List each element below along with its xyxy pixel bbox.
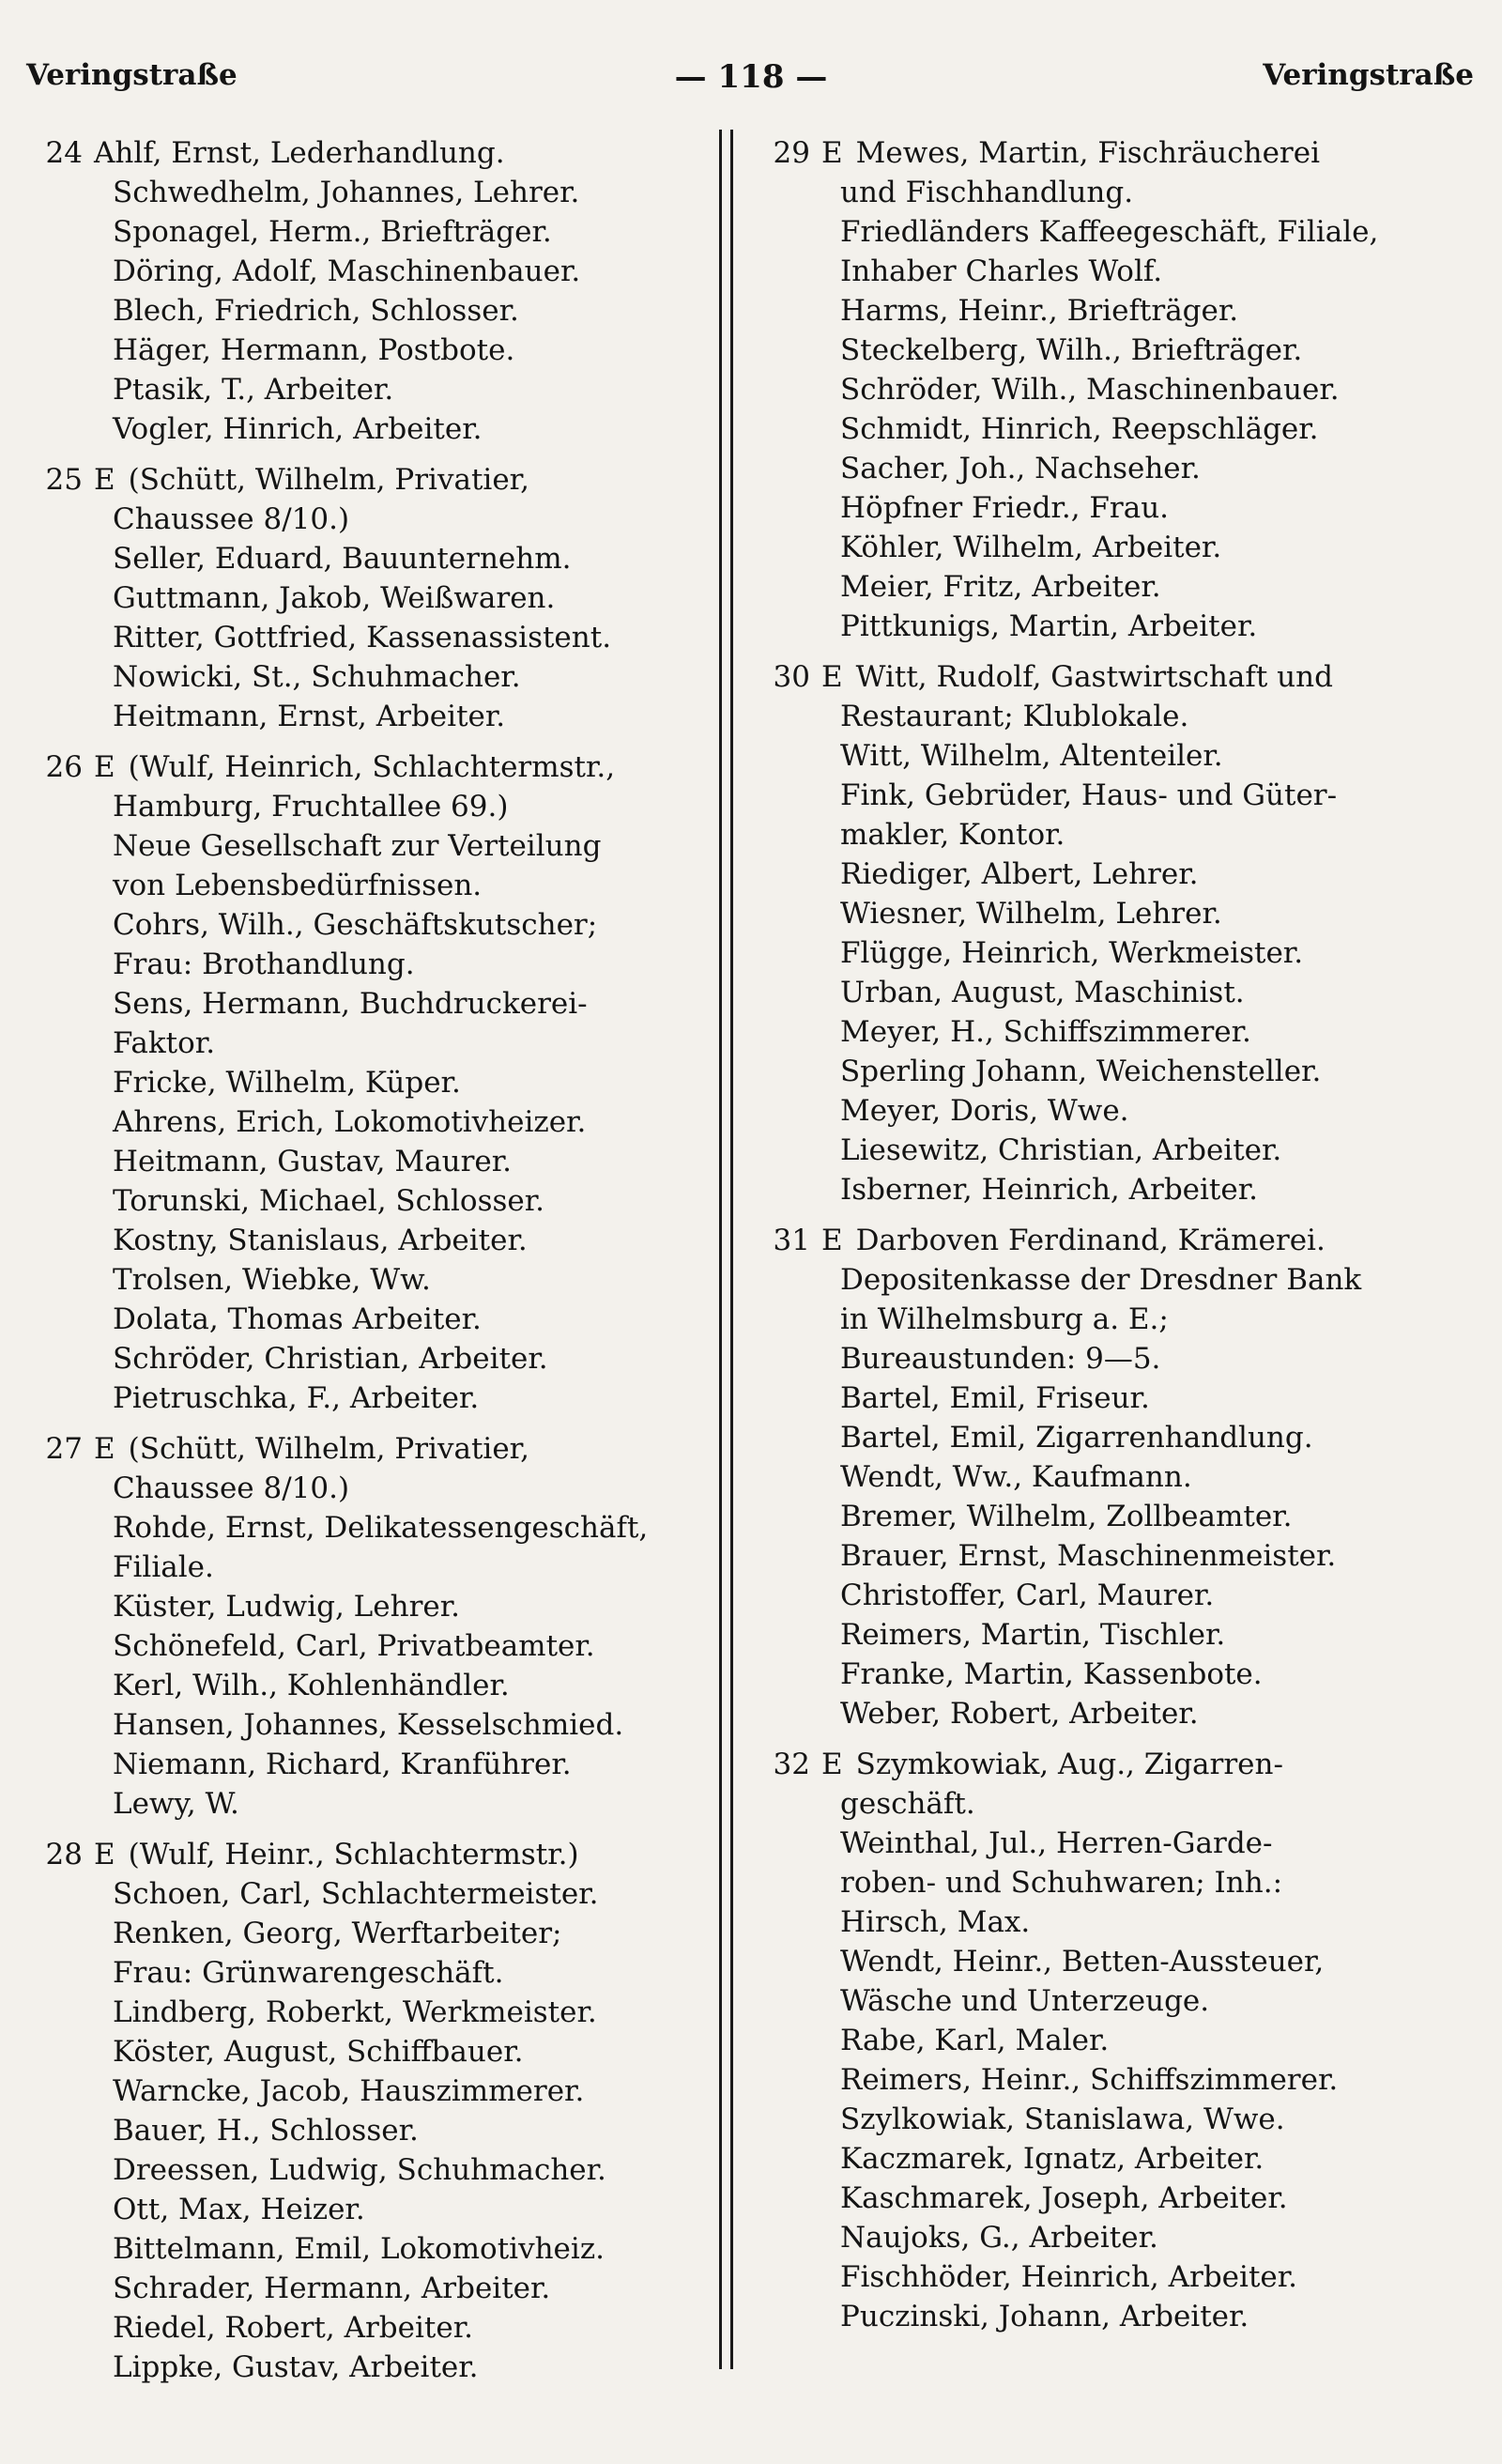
entry-text: (Wulf, Heinrich, Schlachtermstr., (128, 750, 616, 784)
entry-text: Riedel, Robert, Arbeiter. (113, 2311, 473, 2345)
resident-line (765, 855, 1479, 894)
entry-text: Ahlf, Ernst, Lederhandlung. (94, 136, 505, 170)
entry-text: makler, Kontor. (840, 818, 1065, 852)
resident-line (765, 815, 1479, 855)
resident-line (38, 1378, 713, 1418)
resident-line (765, 1497, 1479, 1536)
entry-text: Höpfner Friedr., Frau. (840, 491, 1170, 525)
resident-line (38, 945, 713, 984)
house-number: 29 (773, 136, 810, 170)
entry-text: Weber, Robert, Arbeiter. (840, 1697, 1199, 1731)
resident-line (38, 1300, 713, 1339)
resident-line (38, 1339, 713, 1378)
entry-text: Restaurant; Klublokale. (840, 700, 1189, 733)
resident-line (765, 1981, 1479, 2021)
entry-text: Weinthal, Jul., Herren-Garde- (840, 1826, 1273, 1860)
house-first-line (765, 657, 1479, 697)
entry-text: Friedländers Kaffeegeschäft, Filiale, (840, 215, 1379, 249)
entry-text: Depositenkasse der Dresdner Bank (840, 1263, 1362, 1297)
entry-text: Blech, Friedrich, Schlosser. (113, 294, 519, 328)
ownership-tag: E (94, 463, 115, 497)
entry-text: Steckelberg, Wilh., Briefträger. (840, 333, 1303, 367)
entry-text: Frau: Brothandlung. (113, 947, 415, 981)
resident-line (38, 618, 713, 657)
entry-text: Schrader, Hermann, Arbeiter. (113, 2272, 551, 2305)
entry-text: Lewy, W. (113, 1787, 239, 1821)
ownership-tag: E (94, 1838, 115, 1871)
entry-text: Torunski, Michael, Schlosser. (113, 1184, 545, 1218)
resident-line (38, 500, 713, 539)
entry-text: Köster, August, Schiffbauer. (113, 2035, 524, 2069)
entry-text: Meyer, H., Schiffszimmerer. (840, 1015, 1251, 1049)
resident-line (38, 2150, 713, 2190)
resident-line (38, 1102, 713, 1142)
entry-text: Sens, Hermann, Buchdruckerei- (113, 987, 588, 1021)
running-head-left: Veringstraße (26, 58, 238, 92)
entry-text: Seller, Eduard, Bauunternehm. (113, 542, 572, 576)
page-header (0, 58, 1502, 105)
entry-text: Reimers, Martin, Tischler. (840, 1618, 1226, 1652)
resident-line (38, 2269, 713, 2308)
right-column (765, 133, 1479, 2348)
resident-line (765, 567, 1479, 607)
resident-line (38, 539, 713, 578)
house-number: 32 (773, 1748, 810, 1781)
resident-line (765, 212, 1479, 252)
resident-line (765, 1418, 1479, 1457)
entry-text: (Wulf, Heinr., Schlachtermstr.) (128, 1838, 579, 1871)
column-divider (730, 130, 733, 2369)
resident-line (38, 1874, 713, 1914)
resident-line (765, 2257, 1479, 2297)
resident-line (765, 1457, 1479, 1497)
ownership-tag: E (821, 1748, 843, 1781)
resident-line (765, 528, 1479, 567)
resident-line (38, 2190, 713, 2229)
resident-line (38, 1626, 713, 1666)
entry-text: Witt, Rudolf, Gastwirtschaft und (855, 660, 1333, 694)
entry-text: geschäft. (840, 1787, 975, 1821)
entry-text: roben- und Schuhwaren; Inh.: (840, 1866, 1283, 1900)
resident-line (765, 370, 1479, 409)
entry-text: Warncke, Jacob, Hauszimmerer. (113, 2074, 585, 2108)
entry-text: Rabe, Karl, Maler. (840, 2024, 1110, 2057)
entry-text: Cohrs, Wilh., Geschäftskutscher; (113, 908, 598, 942)
entry-text: Puczinski, Johann, Arbeiter. (840, 2300, 1249, 2333)
entry-text: Fischhöder, Heinrich, Arbeiter. (840, 2260, 1298, 2294)
resident-line (38, 2348, 713, 2387)
entry-text: Trolsen, Wiebke, Ww. (113, 1263, 431, 1297)
entry-text: Döring, Adolf, Maschinenbauer. (113, 254, 581, 288)
entry-text: Pittkunigs, Martin, Arbeiter. (840, 609, 1258, 643)
resident-line (765, 1902, 1479, 1942)
entry-text: von Lebensbedürfnissen. (113, 869, 483, 902)
resident-line (765, 488, 1479, 528)
resident-line (765, 1378, 1479, 1418)
house-entry (38, 460, 713, 736)
resident-line (38, 331, 713, 370)
resident-line (765, 252, 1479, 291)
entry-text: Szylkowiak, Stanislawa, Wwe. (840, 2102, 1285, 2136)
entry-text: Szymkowiak, Aug., Zigarren- (855, 1748, 1283, 1781)
entry-text: Kaczmarek, Ignatz, Arbeiter. (840, 2142, 1264, 2176)
entry-text: Pietruschka, F., Arbeiter. (113, 1381, 480, 1415)
entry-text: Liesewitz, Christian, Arbeiter. (840, 1133, 1282, 1167)
resident-line (38, 370, 713, 409)
resident-line (38, 866, 713, 905)
resident-line (38, 2308, 713, 2348)
entry-text: Ritter, Gottfried, Kassenassistent. (113, 621, 612, 654)
resident-line (765, 1694, 1479, 1733)
ownership-tag: E (821, 660, 843, 694)
house-first-line (38, 1429, 713, 1469)
entry-text: Hansen, Johannes, Kesselschmied. (113, 1708, 624, 1742)
resident-line (765, 1784, 1479, 1824)
house-entry (38, 1429, 713, 1824)
resident-line (38, 1260, 713, 1300)
resident-line (38, 1784, 713, 1824)
entry-text: Filiale. (113, 1550, 214, 1584)
house-number: 26 (45, 750, 83, 784)
entry-text: Riediger, Albert, Lehrer. (840, 857, 1199, 891)
resident-line (765, 1863, 1479, 1902)
resident-line (765, 1655, 1479, 1694)
entry-text: Wäsche und Unterzeuge. (840, 1984, 1210, 2018)
resident-line (765, 894, 1479, 933)
entry-text: Harms, Heinr., Briefträger. (840, 294, 1239, 328)
resident-line (765, 607, 1479, 646)
entry-text: Kerl, Wilh., Kohlenhändler. (113, 1669, 510, 1702)
entry-text: Kaschmarek, Joseph, Arbeiter. (840, 2181, 1288, 2215)
resident-line (38, 2071, 713, 2111)
resident-line (38, 252, 713, 291)
house-first-line (765, 1221, 1479, 1260)
entry-text: Bremer, Wilhelm, Zollbeamter. (840, 1500, 1293, 1533)
ownership-tag: E (94, 750, 115, 784)
resident-line (765, 1052, 1479, 1091)
entry-text: (Schütt, Wilhelm, Privatier, (128, 463, 529, 497)
resident-line (38, 578, 713, 618)
entry-text: Ott, Max, Heizer. (113, 2193, 365, 2226)
house-entry (765, 1745, 1479, 2336)
resident-line (765, 1942, 1479, 1981)
house-entry (765, 1221, 1479, 1733)
entry-text: Sperling Johann, Weichensteller. (840, 1055, 1322, 1088)
resident-line (765, 1012, 1479, 1052)
entry-text: Häger, Hermann, Postbote. (113, 333, 515, 367)
entry-text: Vogler, Hinrich, Arbeiter. (113, 412, 483, 446)
resident-line (765, 449, 1479, 488)
entry-text: Sacher, Joh., Nachseher. (840, 452, 1201, 485)
entry-text: Dolata, Thomas Arbeiter. (113, 1302, 482, 1336)
resident-line (38, 905, 713, 945)
resident-line (38, 787, 713, 826)
entry-text: Inhaber Charles Wolf. (840, 254, 1163, 288)
entry-text: Brauer, Ernst, Maschinenmeister. (840, 1539, 1337, 1573)
entry-text: Fricke, Wilhelm, Küper. (113, 1066, 461, 1100)
house-number: 25 (45, 463, 83, 497)
resident-line (38, 826, 713, 866)
entry-text: Kostny, Stanislaus, Arbeiter. (113, 1224, 528, 1257)
running-head-right: Veringstraße (1263, 58, 1474, 92)
entry-text: Schönefeld, Carl, Privatbeamter. (113, 1629, 595, 1663)
resident-line (38, 1548, 713, 1587)
resident-line (765, 1536, 1479, 1576)
house-entry (38, 1835, 713, 2387)
resident-line (765, 2060, 1479, 2100)
resident-line (38, 1024, 713, 1063)
resident-line (38, 1666, 713, 1705)
entry-text: Schwedhelm, Johannes, Lehrer. (113, 176, 580, 209)
resident-line (765, 933, 1479, 973)
entry-text: Bauer, H., Schlosser. (113, 2114, 419, 2148)
resident-line (38, 212, 713, 252)
resident-line (765, 1339, 1479, 1378)
house-number: 31 (773, 1224, 810, 1257)
resident-line (38, 2032, 713, 2071)
entry-text: Ahrens, Erich, Lokomotivheizer. (113, 1105, 587, 1139)
house-first-line (38, 747, 713, 787)
entry-text: Nowicki, St., Schuhmacher. (113, 660, 521, 694)
entry-text: Hamburg, Fruchtallee 69.) (113, 790, 509, 824)
house-entry (38, 133, 713, 449)
resident-line (765, 1260, 1479, 1300)
house-number: 30 (773, 660, 810, 694)
resident-line (38, 1181, 713, 1221)
house-first-line (38, 460, 713, 500)
resident-line (38, 291, 713, 331)
entry-text: Bartel, Emil, Zigarrenhandlung. (840, 1421, 1313, 1455)
resident-line (765, 973, 1479, 1012)
resident-line (765, 1824, 1479, 1863)
resident-line (38, 657, 713, 697)
resident-line (765, 697, 1479, 736)
resident-line (765, 2021, 1479, 2060)
house-number: 24 (45, 136, 83, 170)
resident-line (38, 1508, 713, 1548)
entry-text: Schmidt, Hinrich, Reepschläger. (840, 412, 1319, 446)
resident-line (38, 1221, 713, 1260)
resident-line (38, 984, 713, 1024)
house-entry (765, 133, 1479, 646)
entry-text: Schröder, Wilh., Maschinenbauer. (840, 373, 1340, 407)
house-entry (38, 747, 713, 1418)
resident-line (765, 1091, 1479, 1131)
entry-text: Urban, August, Maschinist. (840, 976, 1245, 1009)
resident-line (38, 1914, 713, 1953)
entry-text: Wiesner, Wilhelm, Lehrer. (840, 897, 1222, 931)
resident-line (765, 2100, 1479, 2139)
entry-text: Heitmann, Gustav, Maurer. (113, 1145, 513, 1178)
left-column (38, 133, 713, 2398)
entry-text: Heitmann, Ernst, Arbeiter. (113, 700, 506, 733)
entry-text: Neue Gesellschaft zur Verteilung (113, 829, 602, 863)
entry-text: Wendt, Heinr., Betten-Aussteuer, (840, 1945, 1325, 1979)
entry-text: Niemann, Richard, Kranführer. (113, 1748, 572, 1781)
entry-text: Lippke, Gustav, Arbeiter. (113, 2350, 479, 2384)
entry-text: Faktor. (113, 1026, 216, 1060)
house-number: 27 (45, 1432, 83, 1466)
house-number: 28 (45, 1838, 83, 1871)
entry-text: Renken, Georg, Werftarbeiter; (113, 1917, 562, 1950)
resident-line (38, 2229, 713, 2269)
resident-line (765, 1615, 1479, 1655)
house-first-line (765, 1745, 1479, 1784)
entry-text: Chaussee 8/10.) (113, 502, 350, 536)
resident-line (38, 409, 713, 449)
resident-line (38, 1705, 713, 1745)
entry-text: Wendt, Ww., Kaufmann. (840, 1460, 1192, 1494)
resident-line (38, 697, 713, 736)
entry-text: Sponagel, Herm., Briefträger. (113, 215, 552, 249)
entry-text: Lindberg, Roberkt, Werkmeister. (113, 1995, 597, 2029)
resident-line (765, 2218, 1479, 2257)
ownership-tag: E (821, 136, 843, 170)
resident-line (765, 1131, 1479, 1170)
resident-line (765, 2297, 1479, 2336)
resident-line (765, 2139, 1479, 2179)
resident-line (765, 1576, 1479, 1615)
resident-line (765, 2179, 1479, 2218)
entry-text: Rohde, Ernst, Delikatessengeschäft, (113, 1511, 649, 1545)
entry-text: Meyer, Doris, Wwe. (840, 1094, 1129, 1128)
entry-text: Flügge, Heinrich, Werkmeister. (840, 936, 1304, 970)
entry-text: Ptasik, T., Arbeiter. (113, 373, 394, 407)
resident-line (38, 1142, 713, 1181)
entry-text: Christoffer, Carl, Maurer. (840, 1578, 1215, 1612)
entry-text: Meier, Fritz, Arbeiter. (840, 570, 1161, 604)
entry-text: Bureaustunden: 9—5. (840, 1342, 1161, 1376)
house-first-line (765, 133, 1479, 173)
resident-line (38, 1993, 713, 2032)
entry-text: Küster, Ludwig, Lehrer. (113, 1590, 461, 1624)
resident-line (765, 409, 1479, 449)
entry-text: Reimers, Heinr., Schiffszimmerer. (840, 2063, 1339, 2097)
resident-line (38, 1587, 713, 1626)
entry-text: Mewes, Martin, Fischräucherei (855, 136, 1320, 170)
house-entry (765, 657, 1479, 1209)
entry-text: in Wilhelmsburg a. E.; (840, 1302, 1169, 1336)
column-divider (719, 130, 722, 2369)
entry-text: Franke, Martin, Kassenbote. (840, 1657, 1263, 1691)
resident-line (38, 1469, 713, 1508)
resident-line (38, 1063, 713, 1102)
page-number: — 118 — (674, 58, 828, 96)
resident-line (38, 173, 713, 212)
entry-text: Bartel, Emil, Friseur. (840, 1381, 1150, 1415)
house-first-line (38, 1835, 713, 1874)
resident-line (765, 291, 1479, 331)
entry-text: und Fischhandlung. (840, 176, 1134, 209)
entry-text: Frau: Grünwarengeschäft. (113, 1956, 504, 1990)
entry-text: Guttmann, Jakob, Weißwaren. (113, 581, 556, 615)
ownership-tag: E (821, 1224, 843, 1257)
entry-text: Köhler, Wilhelm, Arbeiter. (840, 531, 1222, 564)
entry-text: Hirsch, Max. (840, 1905, 1031, 1939)
ownership-tag: E (94, 1432, 115, 1466)
resident-line (765, 776, 1479, 815)
entry-text: Chaussee 8/10.) (113, 1471, 350, 1505)
resident-line (765, 331, 1479, 370)
entry-text: Fink, Gebrüder, Haus- und Güter- (840, 778, 1338, 812)
resident-line (765, 1170, 1479, 1209)
entry-text: Isberner, Heinrich, Arbeiter. (840, 1173, 1259, 1207)
resident-line (38, 2111, 713, 2150)
entry-text: (Schütt, Wilhelm, Privatier, (128, 1432, 529, 1466)
resident-line (765, 173, 1479, 212)
entry-text: Darboven Ferdinand, Krämerei. (855, 1224, 1326, 1257)
entry-text: Dreessen, Ludwig, Schuhmacher. (113, 2153, 606, 2187)
entry-text: Naujoks, G., Arbeiter. (840, 2221, 1158, 2255)
entry-text: Schoen, Carl, Schlachtermeister. (113, 1877, 599, 1911)
entry-text: Schröder, Christian, Arbeiter. (113, 1342, 548, 1376)
resident-line (38, 1953, 713, 1993)
resident-line (765, 736, 1479, 776)
house-first-line (38, 133, 713, 173)
resident-line (765, 1300, 1479, 1339)
resident-line (38, 1745, 713, 1784)
entry-text: Bittelmann, Emil, Lokomotivheiz. (113, 2232, 605, 2266)
entry-text: Witt, Wilhelm, Altenteiler. (840, 739, 1223, 773)
